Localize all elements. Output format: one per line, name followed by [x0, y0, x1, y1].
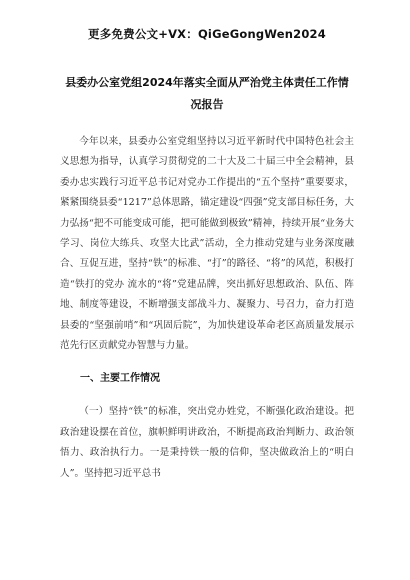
- promo-banner: 更多免费公文+VX：QiGeGongWen2024: [88, 27, 326, 41]
- intro-paragraph: 今年以来，县委办公室党组坚持以习近平新时代中国特色社会主义思想为指导，认真学习贯彻党的二十大及二十届三中全会精神，县委办忠实践行习近平总书记对党办工作提出的“五个坚持”重要要求，紧紧围绕县委“1217”总体思路，锚定建设“四强”党支部目标任务，大力弘扬“把不可能变成可能，把可能做到极致”精神，持续开展“业务大学习、岗位大练兵、攻坚大比武”活动，全力推动党建与业务深度融合、互促互进，坚持“铁”的标准、“打”的路径、“将”的风范，积极打造“铁打的党办 流水的“将”党建品牌，突出抓好思想政治、队伍、阵地、制度等建设，不断增强支部战斗力、凝聚力、号召力，奋力打造县委的“坚强前哨”和“巩固后院”，为加快建设革命老区高质量发展示范先行区贡献党办智慧与力量。: [60, 136, 354, 352]
- document-title: 县委办公室党组2024年落实全面从严治党主体责任工作情况报告: [65, 76, 349, 111]
- section-paragraph-political-construction: （一）坚持“铁”的标准，突出党办姓党，不断强化政治建设。把政治建设摆在首位，旗帜鲜明讲政治，不断提高政治判断力、政治领悟力、政治执行力。一是秉持铁一般的信仰，坚决做政治上的“明白人”。坚持把习近平总书: [60, 406, 354, 479]
- section-heading-main-work: 一、主要工作情况: [80, 373, 160, 385]
